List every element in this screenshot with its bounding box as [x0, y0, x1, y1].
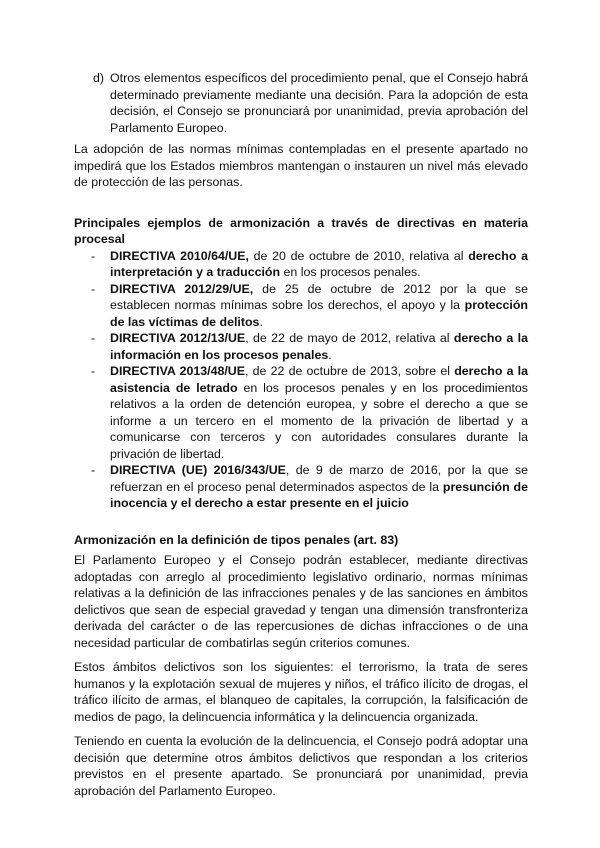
- section-heading-procesal: Principales ejemplos de armonización a través de directivas en materia procesal: [74, 215, 528, 246]
- directive-item: [74, 248, 528, 281]
- directive-name: DIRECTIVA 2012/29/UE,: [110, 281, 254, 296]
- paragraph-adoption: La adopción de las normas mínimas contempladas en el presente apartado no impedirá que los Estados miembros mantengan o instauren un nivel más elevado de protección de las personas.: [74, 142, 528, 189]
- directive-item: [74, 330, 528, 363]
- directive-text-after: .: [328, 347, 332, 362]
- directive-text: , de 9 de marzo de 2016, por la que se refuerzan en el proceso penal determinados aspectos de la: [110, 463, 528, 494]
- directive-topic: derecho a la asistencia de letrado: [110, 364, 529, 395]
- directive-topic: derecho a interpretación y a traducción: [110, 248, 528, 279]
- paragraph-penales-1: El Parlamento Europeo y el Consejo podrán establecer, mediante directivas adoptadas con arreglo al procedimiento legislativo ordinario, normas mínimas relativas a la definición de las infracciones penales y de las sanciones en ámbitos delictivos que sean de especial gravedad y tengan una dimensión transfronteriza derivada del carácter o de las repercusiones de dichas infracciones o de una necesidad particular de combatirlas según criterios comunes.: [74, 553, 528, 650]
- list-marker: d): [93, 71, 105, 85]
- directive-name: DIRECTIVA 2010/64/UE,: [110, 248, 249, 263]
- list-dash: -: [91, 331, 96, 345]
- directive-item: [74, 281, 528, 331]
- directives-list: [74, 248, 528, 512]
- list-dash: -: [91, 364, 96, 378]
- directive-text: de 25 de octubre de 2012 por la que se establecen normas mínimas sobre los derechos, el apoyo y la: [110, 281, 528, 312]
- directive-name: DIRECTIVA (UE) 2016/343/UE: [110, 463, 286, 477]
- directive-text-after: en los procesos penales y en los procedimientos relativos a la orden de detención europea, y sobre el derecho a que se informe a un tercero en el momento de la privación de libertad y a comunicarse con terceros y con autoridades consulares durante la privación de libertad.: [110, 380, 528, 461]
- list-dash: -: [91, 248, 96, 263]
- directive-name: DIRECTIVA 2012/13/UE: [110, 331, 246, 345]
- list-item-text: Otros elementos específicos del procedimiento penal, que el Consejo habrá determinado previamente mediante una decisión. Para la adopción de esta decisión, el Consejo se pronunciará por unanimidad, previa aprobación del Parlamento Europeo.: [110, 71, 528, 135]
- directive-text-after: en los procesos penales.: [280, 265, 421, 279]
- directive-name: DIRECTIVA 2013/48/UE: [110, 364, 246, 378]
- directive-text: de 20 de octubre de 2010, relativa al: [248, 248, 469, 263]
- directive-topic: protección de las víctimas de delitos: [110, 298, 528, 329]
- directive-topic: presunción de inocencia y el derecho a estar presente en el juicio: [110, 479, 528, 510]
- directive-item: [74, 363, 528, 462]
- list-dash: -: [91, 281, 96, 296]
- directive-text-after: .: [259, 314, 263, 329]
- document-page: [74, 70, 528, 799]
- section-heading-penales: Armonización en la definición de tipos penales (art. 83): [74, 532, 399, 547]
- list-item-d: [74, 70, 528, 136]
- directive-topic: derecho a la información en los procesos penales: [110, 331, 528, 362]
- directive-item: [74, 462, 528, 512]
- paragraph-penales-2: Estos ámbitos delictivos son los siguientes: el terrorismo, la trata de seres humanos y la explotación sexual de mujeres y niños, el tráfico ilícito de drogas, el tráfico ilícito de armas, el blanqueo de capitales, la corrupción, la falsificación de medios de pago, la delincuencia informática y la delincuencia organizada.: [74, 660, 528, 724]
- list-dash: -: [91, 463, 96, 477]
- directive-text: , de 22 de mayo de 2012, relativa al: [245, 331, 454, 345]
- paragraph-penales-3: Teniendo en cuenta la evolución de la delincuencia, el Consejo podrá adoptar una decisión que determine otros ámbitos delictivos que respondan a los criterios previstos en el presente apartado. Se pronunciará por unanimidad, previa aprobación del Parlamento Europeo.: [74, 734, 528, 798]
- directive-text: , de 22 de octubre de 2013, sobre el: [245, 364, 455, 378]
